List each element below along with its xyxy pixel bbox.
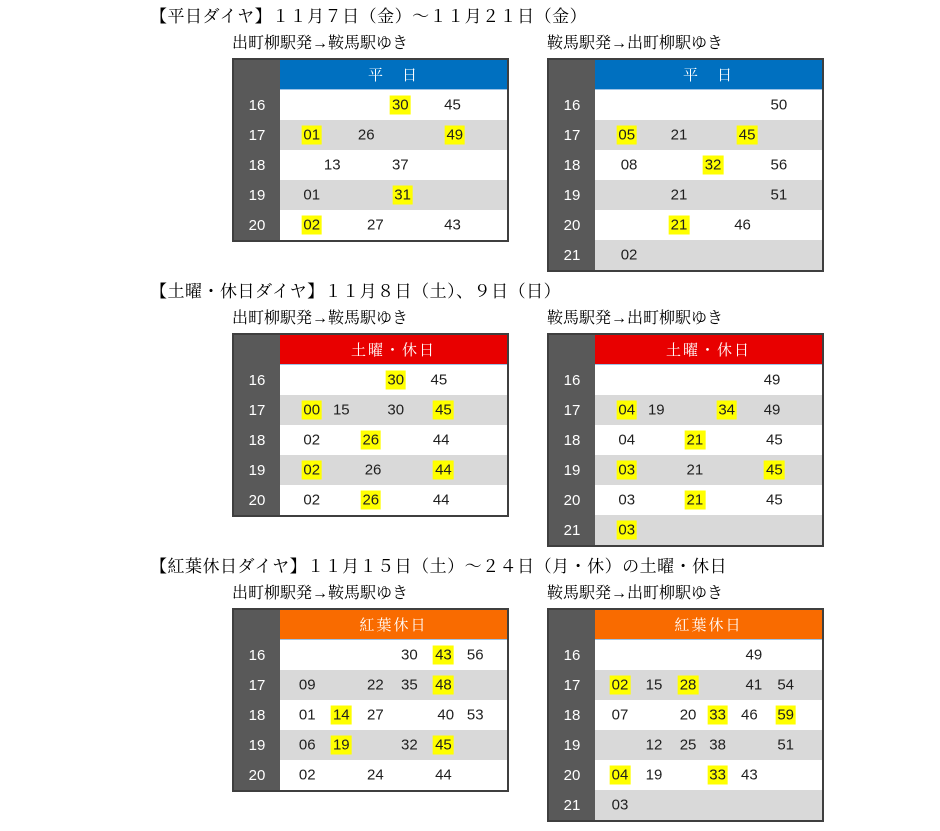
- timetable-header-row: [549, 335, 822, 365]
- timetable-row: [234, 365, 507, 395]
- timetable-row: [549, 180, 822, 210]
- minute-value-highlighted: 21: [670, 216, 688, 234]
- minute-value-highlighted: 31: [394, 186, 411, 204]
- timetable-row: [234, 760, 507, 790]
- minute-value-highlighted: 30: [391, 96, 409, 114]
- timetable-row: [549, 760, 822, 790]
- minute-value-highlighted: 21: [686, 431, 704, 449]
- minute-value-highlighted: 43: [435, 646, 452, 664]
- minute-cells: [595, 730, 822, 760]
- timetable-header-row: [234, 60, 507, 90]
- timetable-row: [549, 425, 822, 455]
- hour-label: 16: [234, 640, 280, 670]
- minute-cells: [595, 365, 822, 395]
- hour-label: 18: [234, 150, 280, 180]
- timetable-row: [549, 240, 822, 270]
- minute-value-highlighted: 05: [618, 126, 636, 144]
- minute-cells: [595, 180, 822, 210]
- minute-value: 12: [645, 736, 663, 754]
- minute-value: 44: [435, 766, 452, 784]
- hour-label: 19: [234, 180, 280, 210]
- hour-label: 18: [549, 700, 595, 730]
- minute-value: 45: [765, 431, 783, 449]
- timetable: [547, 608, 824, 822]
- minute-value-highlighted: 04: [618, 401, 636, 419]
- minute-cells: [595, 90, 822, 120]
- timetable-row: [234, 120, 507, 150]
- minute-value: 08: [620, 156, 638, 174]
- minute-value: 53: [466, 706, 484, 724]
- timetable-row: [234, 670, 507, 700]
- hour-label: 19: [549, 730, 595, 760]
- minute-value: 04: [618, 431, 636, 449]
- minute-value: 19: [647, 401, 665, 419]
- minute-cells: [595, 120, 822, 150]
- minute-value: 43: [741, 766, 758, 784]
- minute-value-highlighted: 02: [303, 216, 321, 234]
- minute-cells: [280, 180, 507, 210]
- hour-column-header: [549, 60, 595, 90]
- timetable-row: [549, 90, 822, 120]
- hour-label: 18: [234, 700, 280, 730]
- timetable-row: [234, 700, 507, 730]
- timetable-row: [549, 700, 822, 730]
- direction-label: 出町柳駅発→鞍馬駅ゆき: [232, 35, 409, 52]
- hour-label: 20: [234, 210, 280, 240]
- minute-cells: [280, 120, 507, 150]
- hour-label: 18: [549, 425, 595, 455]
- hour-label: 17: [234, 120, 280, 150]
- timetable-header-row: [549, 610, 822, 640]
- minute-value-highlighted: 26: [362, 491, 380, 509]
- minute-value: 49: [745, 646, 763, 664]
- timetable: [547, 333, 824, 547]
- minute-value-highlighted: 33: [709, 706, 726, 724]
- minute-value: 45: [430, 371, 448, 389]
- timetable: [232, 608, 509, 792]
- minute-value-highlighted: 45: [435, 401, 452, 419]
- minute-value: 49: [763, 401, 781, 419]
- minute-value: 35: [401, 676, 418, 694]
- hour-label: 19: [549, 180, 595, 210]
- direction-label: 鞍馬駅発→出町柳駅ゆき: [547, 585, 724, 602]
- hour-label: 17: [234, 395, 280, 425]
- minute-value-highlighted: 01: [303, 126, 321, 144]
- minute-cells: [280, 485, 507, 515]
- minute-value-highlighted: 19: [332, 736, 350, 754]
- timetable-row: [234, 485, 507, 515]
- timetable-row: [549, 515, 822, 545]
- hour-label: 21: [549, 240, 595, 270]
- minute-value-highlighted: 34: [718, 401, 735, 419]
- minute-cells: [595, 395, 822, 425]
- minute-cells: [280, 365, 507, 395]
- minute-value: 32: [401, 736, 418, 754]
- minute-value: 46: [734, 216, 751, 234]
- minute-value: 21: [686, 461, 704, 479]
- minute-value-highlighted: 26: [362, 431, 380, 449]
- minute-value: 41: [745, 676, 763, 694]
- minute-value-highlighted: 33: [709, 766, 726, 784]
- day-type-header: 土曜・休日: [280, 335, 507, 365]
- hour-label: 16: [234, 90, 280, 120]
- table-group-inbound: [547, 34, 824, 272]
- minute-value: 40: [437, 706, 455, 724]
- timetable-row: [549, 730, 822, 760]
- hour-label: 18: [234, 425, 280, 455]
- minute-value: 26: [364, 461, 382, 479]
- minute-value: 38: [709, 736, 726, 754]
- day-type-header: 紅葉休日: [280, 610, 507, 640]
- minute-value-highlighted: 21: [686, 491, 704, 509]
- minute-value: 21: [670, 126, 688, 144]
- hour-label: 20: [549, 760, 595, 790]
- minute-value: 43: [444, 216, 461, 234]
- hour-label: 20: [549, 485, 595, 515]
- minute-value: 45: [444, 96, 461, 114]
- minute-value: 30: [387, 401, 405, 419]
- minute-cells: [595, 150, 822, 180]
- minute-value: 54: [777, 676, 795, 694]
- minute-cells: [280, 455, 507, 485]
- minute-value: 49: [763, 371, 781, 389]
- minute-value: 37: [391, 156, 409, 174]
- minute-value: 02: [298, 766, 316, 784]
- minute-value-highlighted: 45: [738, 126, 756, 144]
- hour-column-header: [234, 335, 280, 365]
- minute-value: 02: [620, 246, 638, 264]
- minute-cells: [280, 90, 507, 120]
- minute-value: 06: [298, 736, 316, 754]
- minute-value: 07: [611, 706, 629, 724]
- hour-label: 21: [549, 790, 595, 820]
- minute-value-highlighted: 00: [303, 401, 321, 419]
- minute-value: 20: [679, 706, 697, 724]
- minute-value-highlighted: 32: [704, 156, 722, 174]
- minute-cells: [280, 760, 507, 790]
- direction-label: 出町柳駅発→鞍馬駅ゆき: [232, 310, 409, 327]
- minute-cells: [280, 425, 507, 455]
- timetable-row: [234, 210, 507, 240]
- minute-value: 09: [298, 676, 316, 694]
- timetable-header-row: [234, 335, 507, 365]
- timetable-row: [549, 790, 822, 820]
- timetable-row: [549, 395, 822, 425]
- hour-column-header: [234, 610, 280, 640]
- table-group-outbound: [232, 584, 509, 792]
- minute-value-highlighted: 45: [765, 461, 783, 479]
- timetable-row: [549, 150, 822, 180]
- section-saturday-holiday: [0, 281, 940, 547]
- table-group-inbound: [547, 309, 824, 547]
- minute-value-highlighted: 03: [618, 461, 636, 479]
- timetable-row: [234, 455, 507, 485]
- timetable: [232, 333, 509, 517]
- minute-value: 56: [466, 646, 484, 664]
- minute-value-highlighted: 30: [387, 371, 405, 389]
- hour-label: 17: [549, 670, 595, 700]
- minute-cells: [280, 150, 507, 180]
- minute-value: 45: [765, 491, 783, 509]
- timetable-row: [549, 670, 822, 700]
- hour-label: 16: [549, 90, 595, 120]
- timetable-row: [234, 640, 507, 670]
- minute-cells: [280, 700, 507, 730]
- hour-label: 16: [549, 640, 595, 670]
- minute-value-highlighted: 04: [611, 766, 629, 784]
- minute-value: 03: [618, 491, 636, 509]
- minute-cells: [280, 640, 507, 670]
- minute-value: 02: [303, 431, 321, 449]
- day-type-header: 土曜・休日: [595, 335, 822, 365]
- timetable-row: [549, 485, 822, 515]
- timetable-header-row: [234, 610, 507, 640]
- timetable-row: [234, 180, 507, 210]
- hour-label: 17: [549, 120, 595, 150]
- minute-value-highlighted: 14: [332, 706, 350, 724]
- minute-cells: [280, 730, 507, 760]
- minute-value: 50: [770, 96, 788, 114]
- minute-value: 15: [645, 676, 663, 694]
- table-pair: [232, 584, 940, 822]
- minute-cells: [595, 670, 822, 700]
- section-momiji-holiday: [0, 556, 940, 822]
- minute-cells: [595, 790, 822, 820]
- section-title: 【平日ダイヤ】１１月７日（金）～１１月２１日（金）: [150, 7, 588, 26]
- minute-cells: [280, 670, 507, 700]
- minute-value: 21: [670, 186, 688, 204]
- hour-column-header: [234, 60, 280, 90]
- hour-label: 21: [549, 515, 595, 545]
- minute-value: 44: [432, 491, 450, 509]
- minute-cells: [595, 760, 822, 790]
- minute-value: 25: [679, 736, 697, 754]
- timetable-header-row: [549, 60, 822, 90]
- minute-value: 24: [366, 766, 384, 784]
- hour-column-header: [549, 335, 595, 365]
- minute-cells: [595, 240, 822, 270]
- minute-value: 30: [401, 646, 418, 664]
- minute-value-highlighted: 48: [435, 676, 452, 694]
- section-title: 【紅葉休日ダイヤ】１１月１５日（土）～２４日（月・休）の土曜・休日: [150, 557, 728, 576]
- minute-value-highlighted: 44: [435, 461, 452, 479]
- table-group-outbound: [232, 34, 509, 242]
- minute-cells: [595, 210, 822, 240]
- minute-value: 51: [777, 736, 795, 754]
- timetable-row: [549, 210, 822, 240]
- day-type-header: 平 日: [280, 60, 507, 90]
- minute-value-highlighted: 59: [777, 706, 795, 724]
- minute-value: 51: [770, 186, 788, 204]
- table-pair: [232, 309, 940, 547]
- timetable: [232, 58, 509, 242]
- minute-value-highlighted: 03: [618, 521, 636, 539]
- minute-value: 22: [366, 676, 384, 694]
- hour-label: 17: [549, 395, 595, 425]
- minute-value-highlighted: 45: [435, 736, 452, 754]
- minute-value: 03: [611, 796, 629, 814]
- timetable-row: [234, 150, 507, 180]
- minute-cells: [595, 700, 822, 730]
- minute-value: 15: [332, 401, 350, 419]
- timetable-row: [549, 640, 822, 670]
- hour-label: 20: [234, 485, 280, 515]
- minute-value-highlighted: 02: [303, 461, 321, 479]
- hour-column-header: [549, 610, 595, 640]
- section-weekday: [0, 6, 940, 272]
- timetable-row: [234, 90, 507, 120]
- timetable-row: [234, 730, 507, 760]
- minute-cells: [280, 395, 507, 425]
- hour-label: 20: [549, 210, 595, 240]
- minute-cells: [595, 640, 822, 670]
- timetable-row: [549, 365, 822, 395]
- hour-label: 18: [549, 150, 595, 180]
- timetable-row: [549, 455, 822, 485]
- table-group-outbound: [232, 309, 509, 517]
- minute-value: 44: [432, 431, 450, 449]
- hour-label: 16: [234, 365, 280, 395]
- minute-value: 46: [741, 706, 758, 724]
- day-type-header: 紅葉休日: [595, 610, 822, 640]
- hour-label: 19: [234, 730, 280, 760]
- direction-label: 出町柳駅発→鞍馬駅ゆき: [232, 585, 409, 602]
- minute-cells: [595, 455, 822, 485]
- hour-label: 20: [234, 760, 280, 790]
- direction-label: 鞍馬駅発→出町柳駅ゆき: [547, 35, 724, 52]
- minute-value-highlighted: 28: [679, 676, 697, 694]
- minute-value: 27: [366, 706, 384, 724]
- day-type-header: 平 日: [595, 60, 822, 90]
- minute-value: 56: [770, 156, 788, 174]
- hour-label: 16: [549, 365, 595, 395]
- hour-label: 19: [549, 455, 595, 485]
- minute-value-highlighted: 49: [446, 126, 464, 144]
- hour-label: 19: [234, 455, 280, 485]
- minute-value: 01: [298, 706, 316, 724]
- timetable: [547, 58, 824, 272]
- minute-value: 19: [645, 766, 663, 784]
- minute-cells: [280, 210, 507, 240]
- hour-label: 17: [234, 670, 280, 700]
- table-group-inbound: [547, 584, 824, 822]
- timetable-row: [234, 425, 507, 455]
- minute-value: 02: [303, 491, 321, 509]
- minute-cells: [595, 425, 822, 455]
- direction-label: 鞍馬駅発→出町柳駅ゆき: [547, 310, 724, 327]
- minute-cells: [595, 515, 822, 545]
- minute-value: 27: [366, 216, 384, 234]
- timetable-row: [549, 120, 822, 150]
- minute-cells: [595, 485, 822, 515]
- minute-value-highlighted: 02: [611, 676, 629, 694]
- minute-value: 01: [303, 186, 321, 204]
- minute-value: 26: [357, 126, 375, 144]
- minute-value: 13: [323, 156, 341, 174]
- timetable-row: [234, 395, 507, 425]
- section-title: 【土曜・休日ダイヤ】１１月８日（土）、９日（日）: [150, 282, 562, 301]
- table-pair: [232, 34, 940, 272]
